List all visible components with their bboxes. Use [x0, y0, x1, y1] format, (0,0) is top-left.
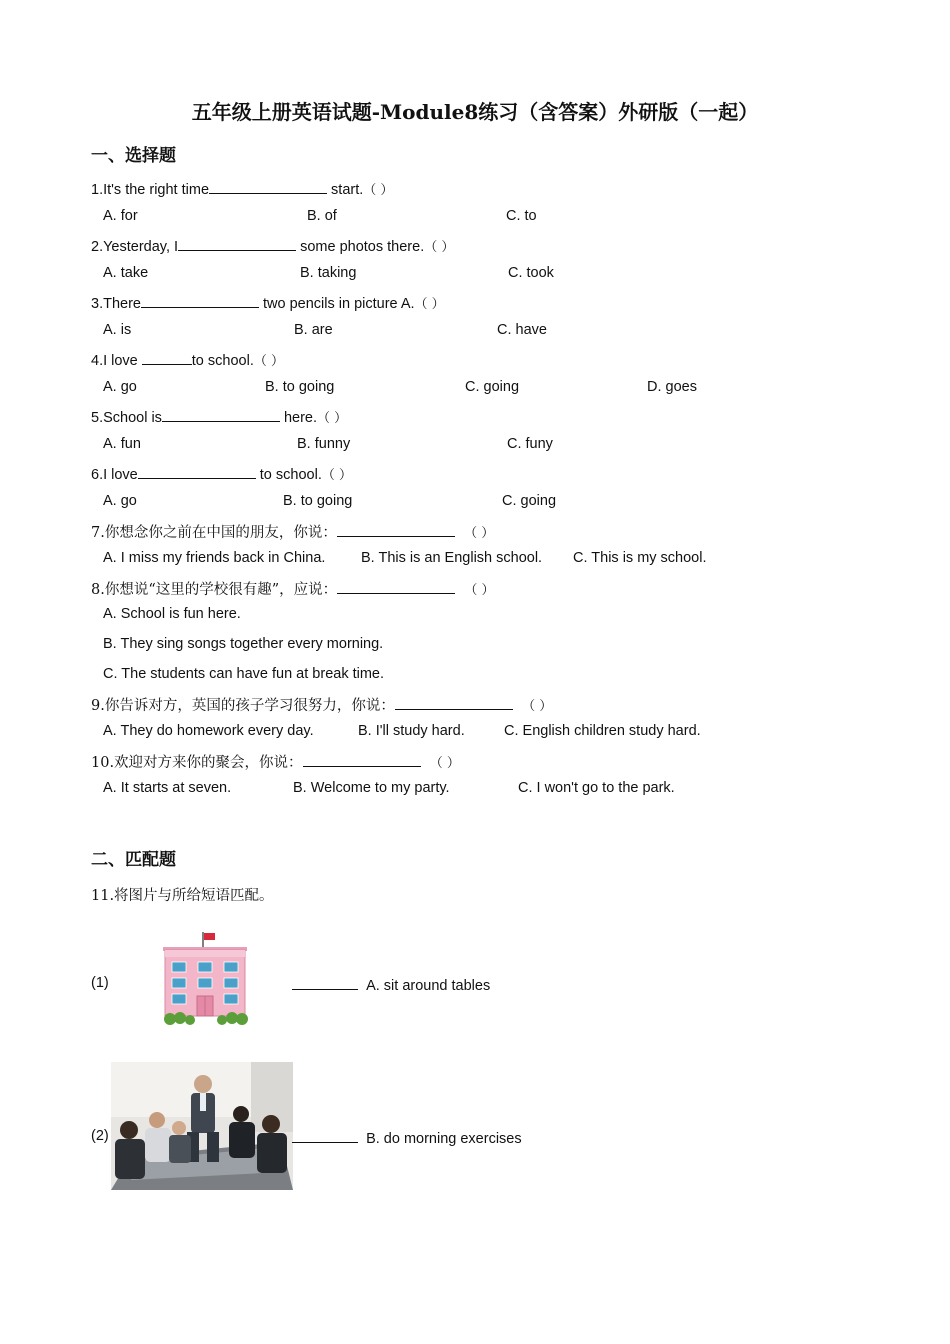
answer-blank: [337, 522, 455, 537]
option: C. going: [465, 379, 520, 395]
answer-paren: （ ）: [253, 354, 284, 369]
question-2: 2.Yesterday, I some photos there.（ ）: [91, 236, 454, 255]
school-building-image: [160, 930, 250, 1026]
question-4: 4.I love to school.（ ）: [91, 350, 284, 369]
page-title: 五年级上册英语试题-Module8练习（含答案）外研版（一起）: [191, 100, 759, 124]
option: B. of: [307, 208, 337, 224]
answer-blank: [162, 407, 280, 422]
school-building-icon: [160, 930, 250, 1026]
answer-paren: （ ）: [522, 699, 553, 714]
option: D. goes: [647, 379, 697, 395]
answer-paren: （ ）: [424, 240, 455, 255]
answer-paren: （ ）: [414, 297, 445, 312]
option: C. This is my school.: [573, 550, 707, 566]
answer-blank: [337, 579, 455, 594]
option: B. funny: [297, 436, 351, 452]
answer-blank: [292, 1128, 358, 1143]
section-heading-matching: 二、匹配题: [91, 850, 176, 870]
match-row-2: B. do morning exercises: [292, 1128, 522, 1147]
option: B. taking: [300, 265, 357, 281]
option: B. I'll study hard.: [358, 723, 465, 739]
answer-paren: （ ）: [464, 526, 495, 541]
option: A. for: [103, 208, 138, 224]
answer-blank: [141, 293, 259, 308]
option: A. They do homework every day.: [103, 723, 314, 739]
option: A. School is fun here.: [103, 606, 241, 622]
section-heading-choice: 一、选择题: [91, 146, 176, 166]
answer-paren: （ ）: [321, 468, 352, 483]
question-1: 1.It's the right time start.（ ）: [91, 179, 393, 198]
meeting-photo-icon: [111, 1062, 293, 1190]
answer-blank: [178, 236, 296, 251]
option: C. have: [497, 322, 547, 338]
option: C. going: [502, 493, 557, 509]
match-row-1: A. sit around tables: [292, 975, 490, 994]
match-number: (2): [91, 1128, 109, 1144]
option: C. English children study hard.: [504, 723, 701, 739]
option: B. They sing songs together every morning.: [103, 636, 384, 652]
option: B. are: [294, 322, 333, 338]
option: C. funy: [507, 436, 553, 452]
answer-blank: [395, 695, 513, 710]
option: C. The students can have fun at break time.: [103, 666, 385, 682]
option: A. It starts at seven.: [103, 780, 232, 796]
match-number: (1): [91, 975, 109, 991]
option: A. I miss my friends back in China.: [103, 550, 326, 566]
option: A. go: [103, 379, 137, 395]
option: B. to going: [283, 493, 353, 509]
answer-blank: [209, 179, 327, 194]
meeting-photo-image: [111, 1062, 293, 1190]
question-10: 10.欢迎对方来你的聚会，你说： （ ）: [91, 751, 460, 772]
question-8: 8.你想说“这里的学校很有趣”，应说： （ ）: [91, 578, 495, 599]
answer-paren: （ ）: [464, 583, 495, 598]
option: A. go: [103, 493, 137, 509]
question-7: 7.你想念你之前在中国的朋友，你说： （ ）: [91, 521, 494, 542]
option: B. This is an English school.: [361, 550, 543, 566]
option: C. took: [508, 265, 554, 281]
option: A. is: [103, 322, 132, 338]
option: C. to: [506, 208, 537, 224]
option: B. to going: [265, 379, 335, 395]
question-9: 9.你告诉对方，英国的孩子学习很努力，你说： （ ）: [91, 694, 552, 715]
option: A. fun: [103, 436, 141, 452]
answer-blank: [142, 350, 192, 365]
answer-blank: [292, 975, 358, 990]
option: C. I won't go to the park.: [518, 780, 675, 796]
option: A. take: [103, 265, 149, 281]
question-3: 3.There two pencils in picture A.（ ）: [91, 293, 445, 312]
answer-paren: （ ）: [317, 411, 348, 426]
answer-blank: [303, 752, 421, 767]
question-6: 6.I love to school.（ ）: [91, 464, 352, 483]
answer-paren: （ ）: [363, 183, 394, 198]
answer-paren: （ ）: [429, 756, 460, 771]
matching-instruction: 11.将图片与所给短语匹配。: [91, 888, 274, 904]
option: B. Welcome to my party.: [293, 780, 450, 796]
answer-blank: [138, 464, 256, 479]
question-5: 5.School is here.（ ）: [91, 407, 347, 426]
